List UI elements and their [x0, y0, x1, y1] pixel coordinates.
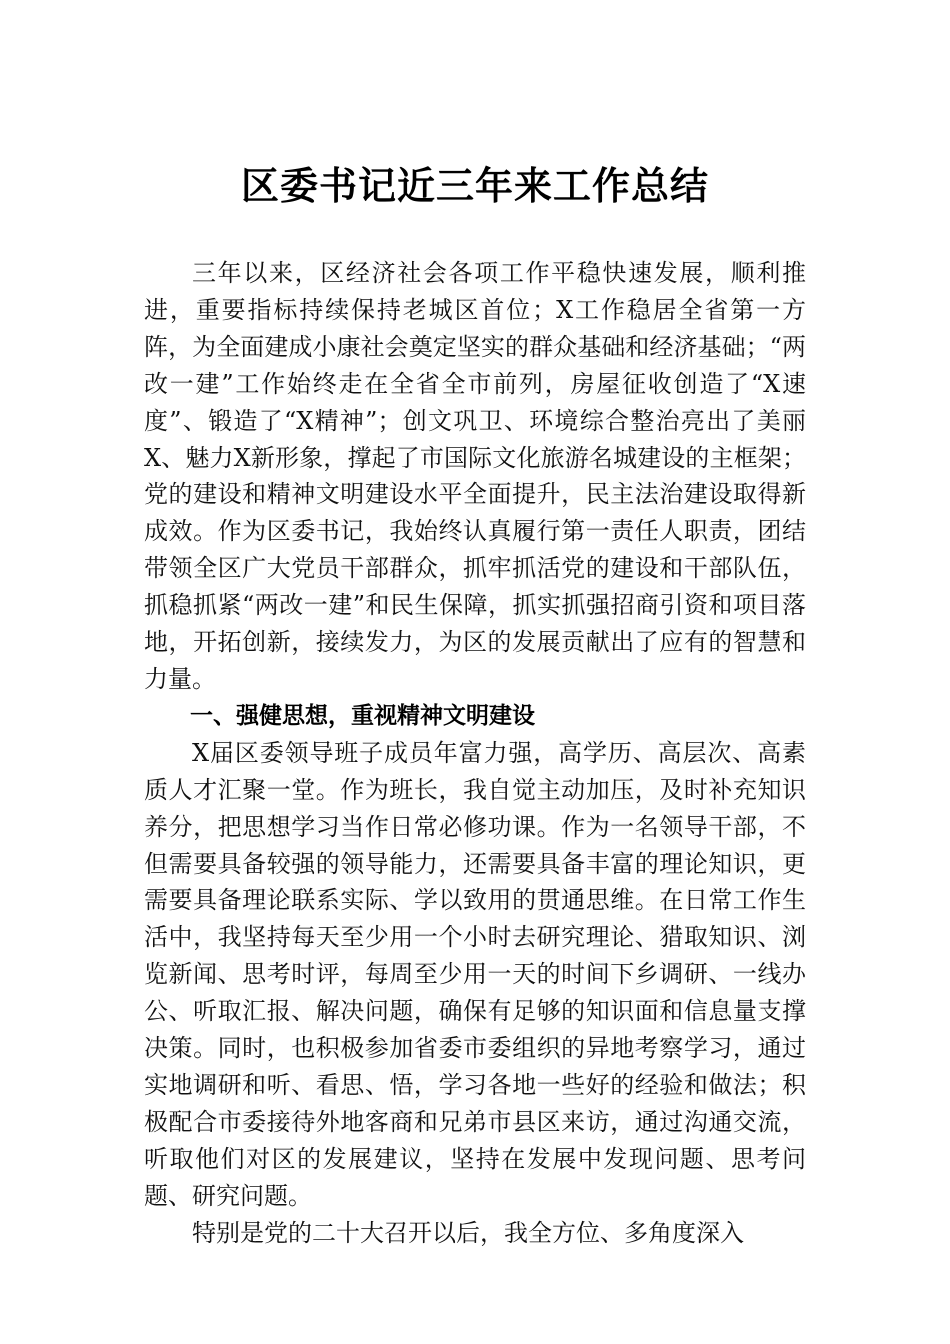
paragraph-intro: 三年以来，区经济社会各项工作平稳快速发展，顺利推进，重要指标持续保持老城区首位；X工作稳居全省第一方阵，为全面建成小康社会奠定坚实的群众基础和经济基础；“两改一建”工作始终走在全省全市前列，房屋征收创造了“X速度”、锻造了“X精神”；创文巩卫、环境综合整治亮出了美丽X、魅力X新形象，撑起了市国际文化旅游名城建设的主框架；党的建设和精神文明建设水平全面提升，民主法治建设取得新成效。作为区委书记，我始终认真履行第一责任人职责，团结带领全区广大党员干部群众，抓牢抓活党的建设和干部队伍，抓稳抓紧“两改一建”和民生保障，抓实抓强招商引资和项目落地，开拓创新，接续发力，为区的发展贡献出了应有的智慧和力量。 [144, 259, 806, 693]
paragraph-section-1: X届区委领导班子成员年富力强，高学历、高层次、高素质人才汇聚一堂。作为班长，我自觉主动加压，及时补充知识养分，把思想学习当作日常必修功课。作为一名领导干部，不但需要具备较强的领导能力，还需要具备丰富的理论知识，更需要具备理论联系实际、学以致用的贯通思维。在日常工作生活中，我坚持每天至少用一个小时去研究理论、猎取知识、浏览新闻、思考时评，每周至少用一天的时间下乡调研、一线办公、听取汇报、解决问题，确保有足够的知识面和信息量支撑决策。同时，也积极参加省委市委组织的异地考察学习，通过实地调研和听、看思、悟，学习各地一些好的经验和做法；积极配合市委接待外地客商和兄弟市县区来访，通过沟通交流，听取他们对区的发展建议，坚持在发展中发现问题、思考问题、研究问题。 [144, 738, 806, 1210]
section-heading-1: 一、强健思想，重视精神文明建设 [190, 702, 535, 729]
paragraph-continued: 特别是党的二十大召开以后，我全方位、多角度深入 [192, 1218, 744, 1247]
document-title: 区委书记近三年来工作总结 [240, 163, 709, 208]
document-body [144, 255, 806, 1251]
